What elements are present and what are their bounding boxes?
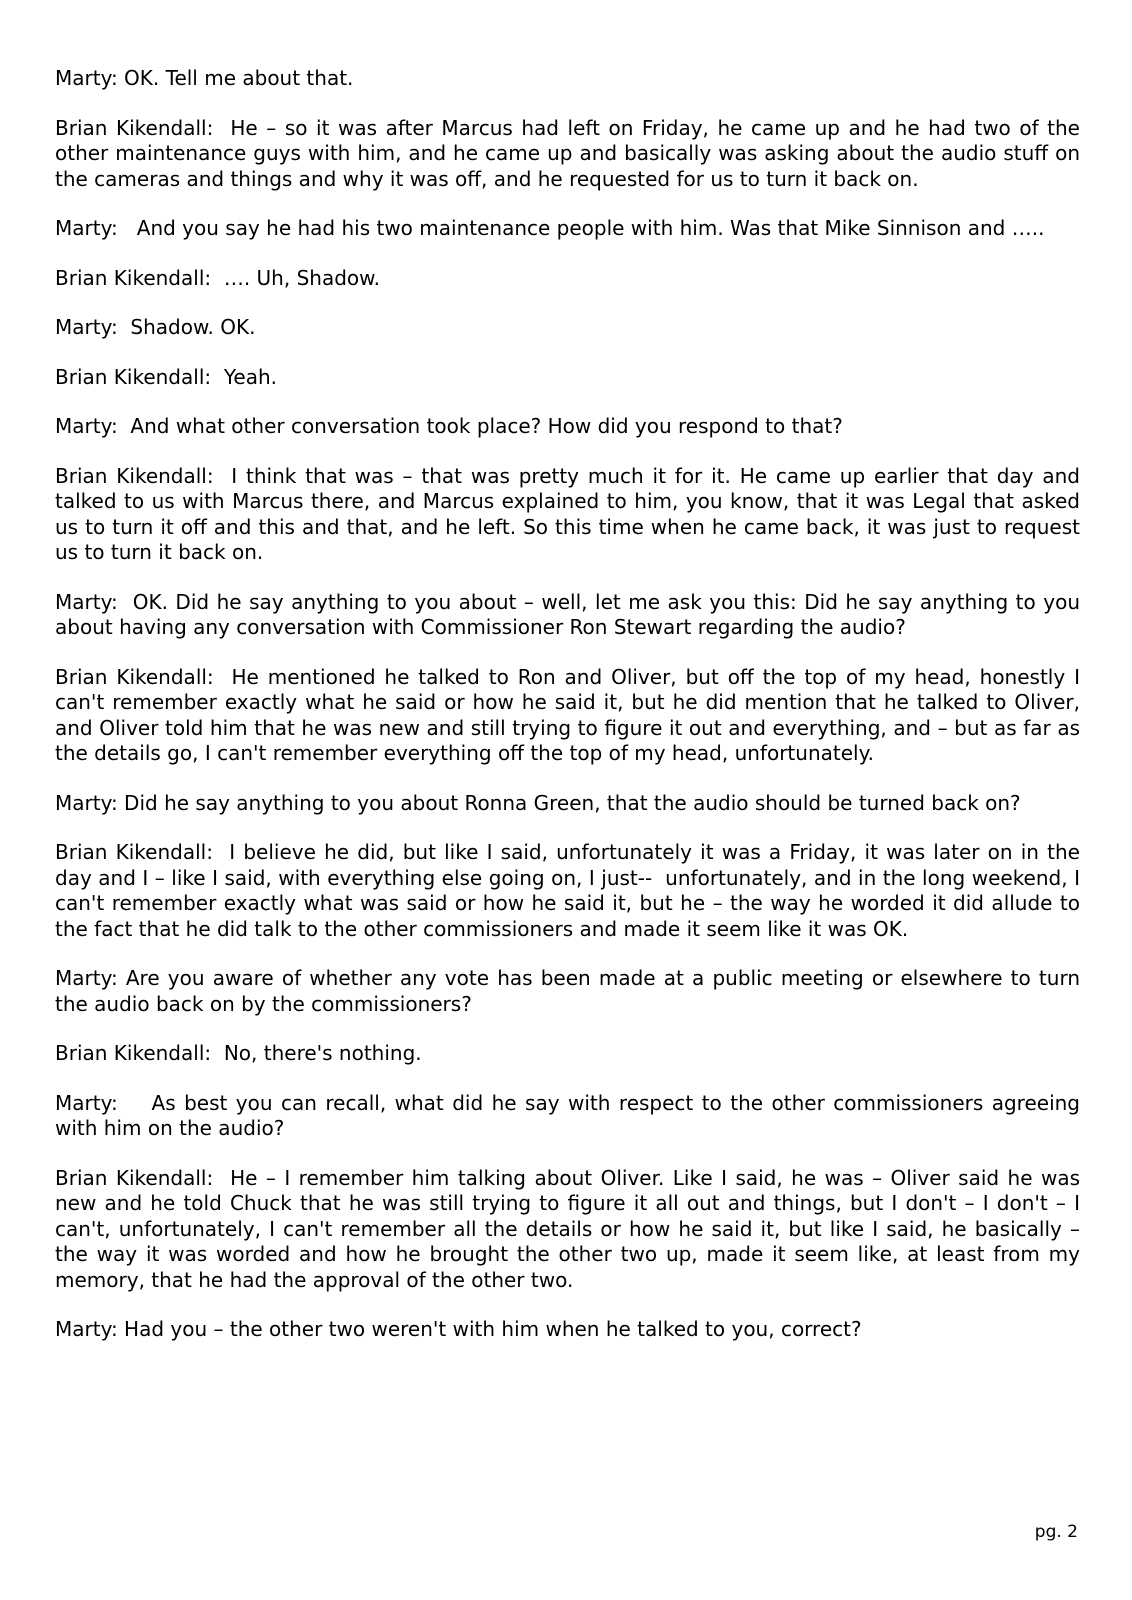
page-number: pg. 2 <box>1034 1522 1078 1542</box>
transcript-paragraph: Brian Kikendall: He mentioned he talked to Ron and Oliver, but off the top of my head, honestly I can't remember exactly what he said or how he said it, but he did mention that he talked to Oliver, and Oliver told him that he was new and still trying to figure it out and everything, and – but as far as the details go, I can't remember everything off the top of my head, unfortunately. <box>55 664 1087 765</box>
transcript-paragraph: Marty: Had you – the other two weren't with him when he talked to you, correct? <box>55 1317 862 1341</box>
transcript-paragraph: Brian Kikendall: He – I remember him talking about Oliver. Like I said, he was – Oliver said he was new and he told Chuck that he was still trying to figure it all out and things, but I don't – I don't – I can't, unfortunately, I can't remember all the details or how he said it, but like I said, he basically – the way it was worded and how he brought the other two up, made it seem like, at least from my memory, that he had the approval of the other two. <box>55 1165 1087 1292</box>
transcript-paragraph: Marty: Shadow. OK. <box>55 315 256 339</box>
transcript-paragraph: Brian Kikendall: No, there's nothing. <box>55 1041 422 1065</box>
transcript-paragraph: Marty: OK. Did he say anything to you about – well, let me ask you this: Did he say anything to you about having any conversation with Commissioner Ron Stewart regarding the audio? <box>55 589 1087 639</box>
transcript-paragraph: Marty: OK. Tell me about that. <box>55 66 354 90</box>
transcript-paragraph: Marty: And you say he had his two maintenance people with him. Was that Mike Sinnison and ….. <box>55 216 1045 240</box>
transcript-body <box>55 66 1087 1367</box>
transcript-paragraph: Brian Kikendall: Yeah. <box>55 364 277 389</box>
transcript-paragraph: Marty: Are you aware of whether any vote has been made at a public meeting or elsewhere to turn the audio back on by the commissioners? <box>55 966 1087 1016</box>
transcript-paragraph: Marty: As best you can recall, what did he say with respect to the other commissioners agreeing with him on the audio? <box>55 1090 1087 1140</box>
transcript-paragraph: Brian Kikendall: I believe he did, but like I said, unfortunately it was a Friday, it was later on in the day and I – like I said, with everything else going on, I just-- unfortunately, and in the long weekend, I can't remember exactly what was said or how he said it, but he – the way he worded it did allude to the fact that he did talk to the other commissioners and made it seem like it was OK. <box>55 840 1087 941</box>
transcript-paragraph: Marty: Did he say anything to you about Ronna Green, that the audio should be turned back on? <box>55 790 1021 815</box>
transcript-paragraph: Marty: And what other conversation took place? How did you respond to that? <box>55 414 843 438</box>
transcript-paragraph: Brian Kikendall: I think that was – that was pretty much it for it. He came up earlier that day and talked to us with Marcus there, and Marcus explained to him, you know, that it was Legal that asked us to turn it off and this and that, and he left. So this time when he came back, it was just to request us to turn it back on. <box>55 463 1087 564</box>
transcript-paragraph: Brian Kikendall: He – so it was after Marcus had left on Friday, he came up and he had two of the other maintenance guys with him, and he came up and basically was asking about the audio stuff on the cameras and things and why it was off, and he requested for us to turn it back on. <box>55 115 1087 191</box>
transcript-paragraph: Brian Kikendall: …. Uh, Shadow. <box>55 265 381 290</box>
